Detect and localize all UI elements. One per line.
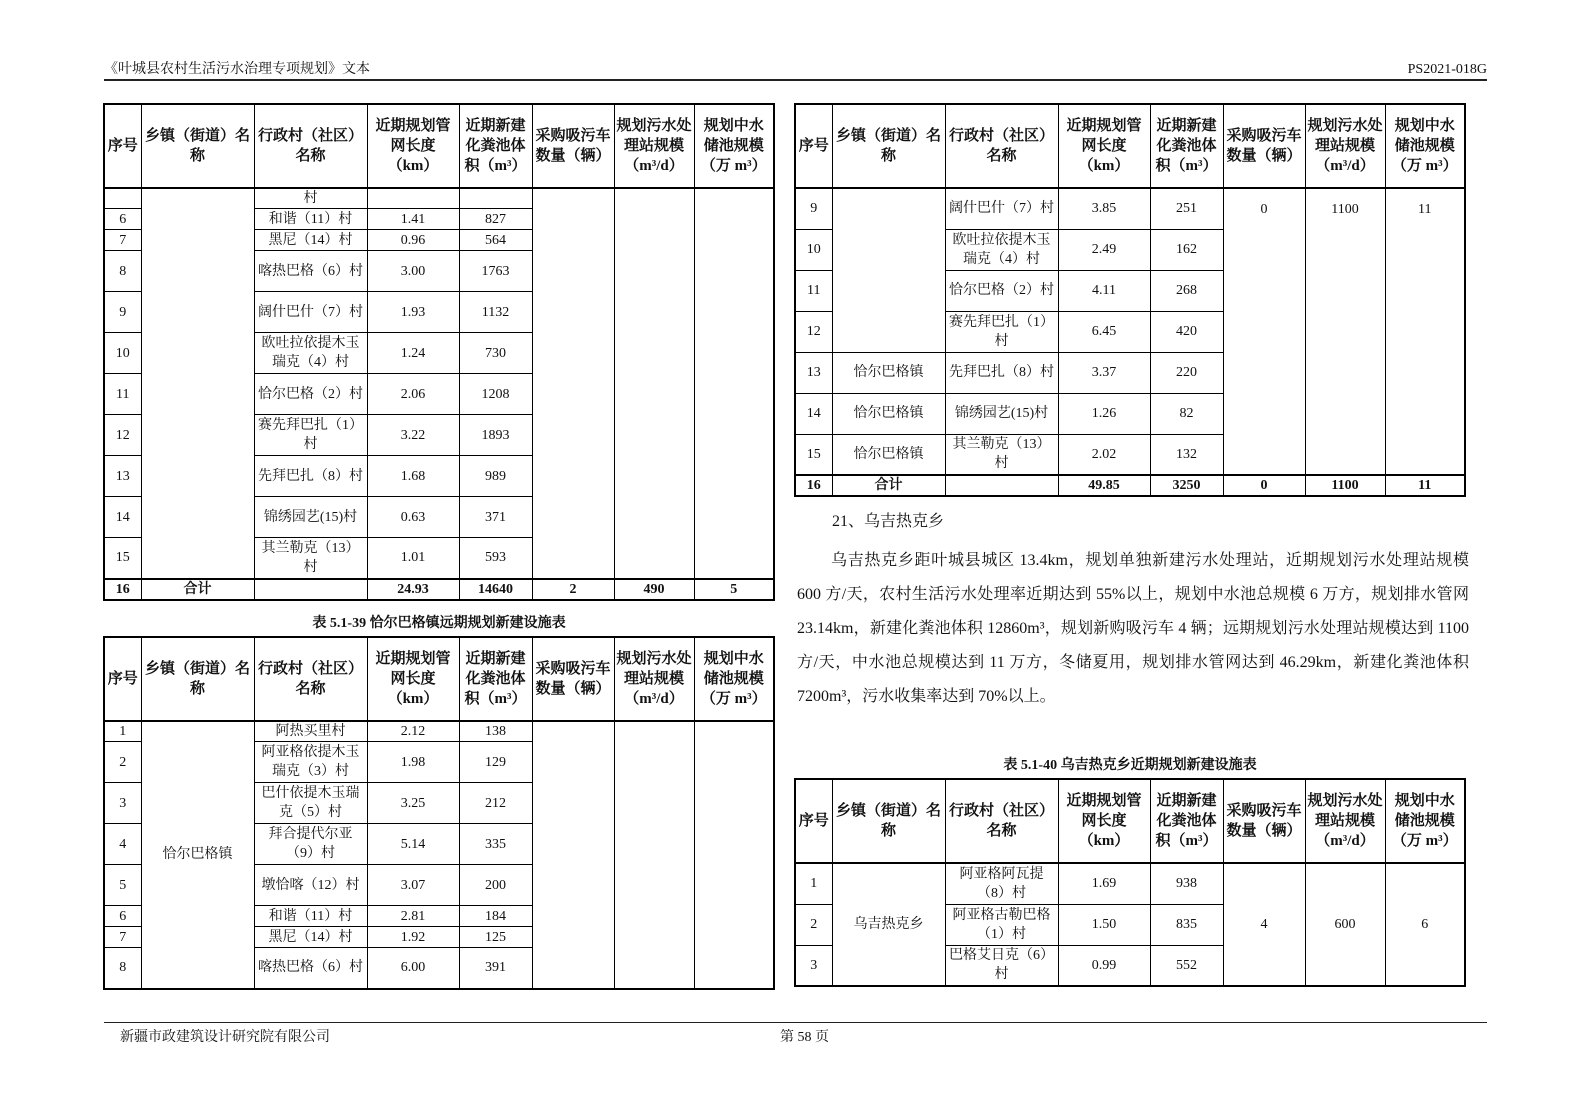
tank-volume: 1893	[459, 415, 532, 456]
page-header	[104, 58, 1487, 78]
village-name: 阿亚格古勒巴格（1）村	[945, 904, 1058, 945]
merged-trucks: 0	[1260, 202, 1268, 217]
row-no: 4	[104, 824, 141, 865]
pipe-length: 2.06	[367, 374, 459, 415]
pipe-length: 6.00	[367, 948, 459, 989]
village-name: 阿热买里村	[254, 721, 367, 742]
village-name: 拜合提代尔亚（9）村	[254, 824, 367, 865]
table-header-row	[104, 104, 774, 188]
pipe-length: 2.81	[367, 906, 459, 927]
total-station: 490	[614, 579, 694, 600]
village-name: 先拜巴扎（8）村	[254, 456, 367, 497]
total-village	[945, 475, 1058, 496]
tank-volume: 938	[1150, 863, 1223, 904]
row-no: 11	[104, 374, 141, 415]
pipe-length: 1.50	[1058, 904, 1150, 945]
village-name: 恰尔巴格（2）村	[945, 270, 1058, 311]
total-len: 49.85	[1058, 475, 1150, 496]
row-no: 2	[795, 904, 832, 945]
row-no: 1	[795, 863, 832, 904]
table-header-row	[104, 637, 774, 721]
pipe-length: 3.25	[367, 783, 459, 824]
row-no: 3	[795, 945, 832, 986]
village-name: 喀热巴格（6）村	[254, 251, 367, 292]
row-no: 9	[795, 188, 832, 229]
row-no	[104, 188, 141, 209]
col-reservoir-scale: 规划中水储池规模（万 m³）	[1385, 779, 1465, 863]
trucks-cell	[532, 188, 614, 579]
merged-trucks: 4	[1223, 863, 1305, 986]
row-no: 7	[104, 927, 141, 948]
footer-rule	[104, 1022, 1487, 1023]
col-pipe-length: 近期规划管网长度（km）	[367, 104, 459, 188]
row-no: 12	[795, 311, 832, 352]
village-name: 其兰勒克（13）村	[254, 538, 367, 579]
col-reservoir-scale: 规划中水储池规模（万 m³）	[1385, 104, 1465, 188]
col-reservoir-scale: 规划中水储池规模（万 m³）	[694, 104, 774, 188]
tank-volume: 335	[459, 824, 532, 865]
table-b	[103, 636, 775, 990]
merged-station: 1100	[1331, 202, 1359, 217]
pipe-length: 3.85	[1058, 188, 1150, 229]
col-no: 序号	[104, 637, 141, 721]
row-no: 7	[104, 230, 141, 251]
total-reservoir: 11	[1385, 475, 1465, 496]
tank-volume: 371	[459, 497, 532, 538]
tank-volume: 184	[459, 906, 532, 927]
tank-volume: 125	[459, 927, 532, 948]
col-no: 序号	[795, 779, 832, 863]
col-station-scale: 规划污水处理站规模（m³/d）	[614, 104, 694, 188]
pipe-length: 1.98	[367, 742, 459, 783]
total-no: 16	[104, 579, 141, 600]
row-no: 8	[104, 948, 141, 989]
document-title: 《叶城县农村生活污水治理专项规划》文本	[104, 62, 370, 77]
village-name: 阔什巴什（7）村	[254, 292, 367, 333]
total-no: 16	[795, 475, 832, 496]
town-name: 恰尔巴格镇	[832, 393, 945, 434]
village-name: 恰尔巴格（2）村	[254, 374, 367, 415]
row-no: 10	[795, 229, 832, 270]
row-no: 1	[104, 721, 141, 742]
town-name: 恰尔巴格镇	[832, 434, 945, 475]
total-row	[104, 579, 774, 600]
document-code: PS2021-018G	[1407, 62, 1487, 77]
total-reservoir: 5	[694, 579, 774, 600]
row-no: 5	[104, 865, 141, 906]
tank-volume: 730	[459, 333, 532, 374]
village-name: 先拜巴扎（8）村	[945, 352, 1058, 393]
tank-volume: 212	[459, 783, 532, 824]
total-trucks: 0	[1223, 475, 1305, 496]
merged-reservoir: 6	[1385, 863, 1465, 986]
town-name: 乌吉热克乡	[832, 863, 945, 986]
pipe-length: 6.45	[1058, 311, 1150, 352]
total-len: 24.93	[367, 579, 459, 600]
row-no: 6	[104, 209, 141, 230]
tank-volume: 552	[1150, 945, 1223, 986]
village-name: 巴什依提木玉瑞克（5）村	[254, 783, 367, 824]
col-town: 乡镇（街道）名称	[832, 104, 945, 188]
village-name: 赛先拜巴扎（1）村	[254, 415, 367, 456]
tank-volume: 82	[1150, 393, 1223, 434]
table-d-caption: 表 5.1-40 乌吉热克乡近期规划新建设施表	[1003, 758, 1257, 773]
town-name: 恰尔巴格镇	[832, 352, 945, 393]
pipe-length: 2.49	[1058, 229, 1150, 270]
tank-volume: 989	[459, 456, 532, 497]
row-no: 12	[104, 415, 141, 456]
row-no: 13	[104, 456, 141, 497]
col-town: 乡镇（街道）名称	[832, 779, 945, 863]
total-label: 合计	[832, 475, 945, 496]
village-name: 欧吐拉依提木玉瑞克（4）村	[254, 333, 367, 374]
pipe-length: 0.99	[1058, 945, 1150, 986]
section-heading: 21、乌吉热克乡	[832, 513, 945, 530]
table-c	[794, 103, 1466, 497]
col-reservoir-scale: 规划中水储池规模（万 m³）	[694, 637, 774, 721]
pipe-length: 1.01	[367, 538, 459, 579]
tank-volume: 268	[1150, 270, 1223, 311]
col-town: 乡镇（街道）名称	[141, 637, 254, 721]
col-village: 行政村（社区）名称	[945, 104, 1058, 188]
total-village	[254, 579, 367, 600]
row-no: 15	[104, 538, 141, 579]
col-tank-volume: 近期新建化粪池体积（m³）	[1150, 104, 1223, 188]
row-no: 10	[104, 333, 141, 374]
row-no: 14	[104, 497, 141, 538]
col-station-scale: 规划污水处理站规模（m³/d）	[614, 637, 694, 721]
reservoir-cell	[694, 188, 774, 579]
pipe-length: 0.63	[367, 497, 459, 538]
tank-volume: 564	[459, 230, 532, 251]
station-cell	[1305, 188, 1385, 475]
col-no: 序号	[104, 104, 141, 188]
town-cell	[141, 188, 254, 579]
header-rule	[104, 79, 1487, 81]
col-station-scale: 规划污水处理站规模（m³/d）	[1305, 104, 1385, 188]
col-no: 序号	[795, 104, 832, 188]
pipe-length: 1.24	[367, 333, 459, 374]
table-row	[795, 188, 1465, 229]
merged-station: 600	[1305, 863, 1385, 986]
tank-volume: 132	[1150, 434, 1223, 475]
village-name: 赛先拜巴扎（1）村	[945, 311, 1058, 352]
reservoir-cell	[694, 721, 774, 989]
row-no: 15	[795, 434, 832, 475]
village-name: 和谐（11）村	[254, 209, 367, 230]
village-name: 阿亚格阿瓦提（8）村	[945, 863, 1058, 904]
pipe-length: 3.22	[367, 415, 459, 456]
tank-volume: 1763	[459, 251, 532, 292]
village-name: 和谐（11）村	[254, 906, 367, 927]
village-name: 阿亚格依提木玉瑞克（3）村	[254, 742, 367, 783]
tank-volume: 200	[459, 865, 532, 906]
village-name: 其兰勒克（13）村	[945, 434, 1058, 475]
total-row	[795, 475, 1465, 496]
col-trucks: 采购吸污车数量（辆）	[532, 637, 614, 721]
table-header-row	[795, 779, 1465, 863]
pipe-length	[367, 188, 459, 209]
village-name: 阔什巴什（7）村	[945, 188, 1058, 229]
col-station-scale: 规划污水处理站规模（m³/d）	[1305, 779, 1385, 863]
pipe-length: 1.69	[1058, 863, 1150, 904]
tank-volume: 138	[459, 721, 532, 742]
col-village: 行政村（社区）名称	[254, 637, 367, 721]
table-row	[104, 721, 774, 742]
tank-volume: 391	[459, 948, 532, 989]
row-no: 8	[104, 251, 141, 292]
total-vol: 3250	[1150, 475, 1223, 496]
col-town: 乡镇（街道）名称	[141, 104, 254, 188]
tank-volume: 1208	[459, 374, 532, 415]
total-station: 1100	[1305, 475, 1385, 496]
page-footer	[120, 1026, 1487, 1046]
town-name: 恰尔巴格镇	[141, 721, 254, 989]
col-pipe-length: 近期规划管网长度（km）	[1058, 104, 1150, 188]
pipe-length: 1.92	[367, 927, 459, 948]
table-a	[103, 103, 775, 601]
col-tank-volume: 近期新建化粪池体积（m³）	[459, 637, 532, 721]
table-row	[104, 188, 774, 209]
pipe-length: 3.07	[367, 865, 459, 906]
pipe-length: 4.11	[1058, 270, 1150, 311]
col-pipe-length: 近期规划管网长度（km）	[1058, 779, 1150, 863]
village-name: 墩恰喀（12）村	[254, 865, 367, 906]
col-trucks: 采购吸污车数量（辆）	[1223, 779, 1305, 863]
tank-volume: 251	[1150, 188, 1223, 229]
village-name: 黑尼（14）村	[254, 230, 367, 251]
footer-organization: 新疆市政建筑设计研究院有限公司	[120, 1030, 330, 1045]
village-name: 黑尼（14）村	[254, 927, 367, 948]
row-no: 3	[104, 783, 141, 824]
pipe-length: 1.68	[367, 456, 459, 497]
tank-volume: 420	[1150, 311, 1223, 352]
row-no: 14	[795, 393, 832, 434]
pipe-length: 5.14	[367, 824, 459, 865]
table-row	[795, 863, 1465, 904]
village-name: 欧吐拉依提木玉瑞克（4）村	[945, 229, 1058, 270]
village-name: 锦绣园艺(15)村	[945, 393, 1058, 434]
village-name: 锦绣园艺(15)村	[254, 497, 367, 538]
tank-volume: 827	[459, 209, 532, 230]
table-d	[794, 778, 1466, 987]
row-no: 13	[795, 352, 832, 393]
pipe-length: 1.41	[367, 209, 459, 230]
row-no: 9	[104, 292, 141, 333]
pipe-length: 3.00	[367, 251, 459, 292]
col-tank-volume: 近期新建化粪池体积（m³）	[459, 104, 532, 188]
village-name: 巴格艾日克（6）村	[945, 945, 1058, 986]
pipe-length: 1.93	[367, 292, 459, 333]
table-header-row	[795, 104, 1465, 188]
table-b-caption: 表 5.1-39 恰尔巴格镇远期规划新建设施表	[312, 616, 566, 631]
col-tank-volume: 近期新建化粪池体积（m³）	[1150, 779, 1223, 863]
pipe-length: 3.37	[1058, 352, 1150, 393]
pipe-length: 2.02	[1058, 434, 1150, 475]
col-trucks: 采购吸污车数量（辆）	[532, 104, 614, 188]
row-no: 2	[104, 742, 141, 783]
tank-volume: 220	[1150, 352, 1223, 393]
col-village: 行政村（社区）名称	[945, 779, 1058, 863]
pipe-length: 1.26	[1058, 393, 1150, 434]
page-number: 第 58 页	[780, 1030, 829, 1045]
reservoir-cell	[1385, 188, 1465, 475]
station-cell	[614, 188, 694, 579]
total-label: 合计	[141, 579, 254, 600]
col-trucks: 采购吸污车数量（辆）	[1223, 104, 1305, 188]
pipe-length: 2.12	[367, 721, 459, 742]
tank-volume: 129	[459, 742, 532, 783]
tank-volume: 593	[459, 538, 532, 579]
tank-volume: 1132	[459, 292, 532, 333]
tank-volume	[459, 188, 532, 209]
section-paragraph: 乌吉热克乡距叶城县城区 13.4km，规划单独新建污水处理站，近期规划污水处理站规模 600 方/天，农村生活污水处理率近期达到 55%以上，规划中水池总规模 6 万方，规划排水管网 23.14km，新建化粪池体积 12860m³，规划新购吸污车 4 辆；远期规划污水处理站规模达到 1100 方/天，中水池总规模达到 11 万方，冬储夏用，规划排水管网达到 46.29km，新建化粪池体积 7200m³，污水收集率达到 70%以上。	[797, 552, 1469, 705]
village-name: 喀热巴格（6）村	[254, 948, 367, 989]
row-no: 11	[795, 270, 832, 311]
total-vol: 14640	[459, 579, 532, 600]
col-pipe-length: 近期规划管网长度（km）	[367, 637, 459, 721]
row-no: 6	[104, 906, 141, 927]
village-name: 村	[254, 188, 367, 209]
station-cell	[614, 721, 694, 989]
pipe-length: 0.96	[367, 230, 459, 251]
tank-volume: 835	[1150, 904, 1223, 945]
total-trucks: 2	[532, 579, 614, 600]
tank-volume: 162	[1150, 229, 1223, 270]
town-cell	[832, 188, 945, 352]
col-village: 行政村（社区）名称	[254, 104, 367, 188]
trucks-cell	[1223, 188, 1305, 475]
merged-reservoir: 11	[1418, 202, 1432, 217]
trucks-cell	[532, 721, 614, 989]
